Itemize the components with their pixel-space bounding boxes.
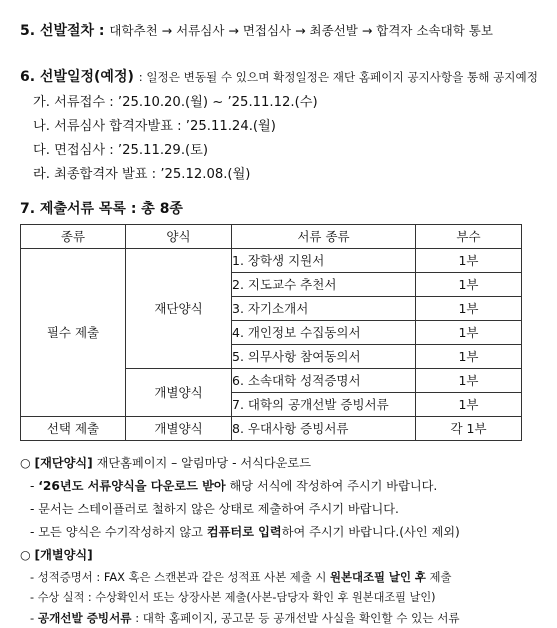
group-required: 필수 제출 [21,249,126,417]
document-name: 8. 우대사항 증빙서류 [232,417,416,441]
section5-desc: 대학추천 → 서류심사 → 면접심사 → 최종선발 → 합격자 소속대학 통보 [109,23,493,38]
header-count: 부수 [416,225,522,249]
schedule-item: 나. 서류심사 합격자발표 : ’25.11.24.(월) [33,119,276,134]
section5-heading [20,22,493,40]
note-emphasis: 컴퓨터로 입력 [206,525,282,539]
note-foundation-line1: - ‘26년도 서류양식을 다운로드 받아 해당 서식에 작성하여 주시기 바랍니다. [30,479,438,493]
note-foundation-line2: - 문서는 스테이플러로 철하지 않은 상태로 제출하여 주시기 바랍니다. [30,502,399,516]
section6-heading [20,68,538,86]
form-individual: 개별양식 [126,417,232,441]
table-row [21,417,522,441]
group-optional: 선택 제출 [21,417,126,441]
note-foundation-path: 재단홈페이지 – 알림마당 - 서식다운로드 [92,456,311,470]
schedule-item: 가. 서류접수 : ’25.10.20.(월) ~ ’25.11.12.(수) [33,95,318,110]
note-emphasis: 공개선발 증빙서류 [37,611,132,625]
document-name: 6. 소속대학 성적증명서 [232,369,416,393]
note-emphasis: ‘26년도 서류양식을 다운로드 받아 [38,479,226,493]
document-name: 1. 장학생 지원서 [232,249,416,273]
circle-bullet-icon: ○ [20,456,31,470]
document-count: 1부 [416,249,522,273]
table-header-row [21,225,522,249]
section6-label: 6. 선발일정(예정) [20,69,134,85]
document-name: 2. 지도교수 추천서 [232,273,416,297]
document-count: 1부 [416,369,522,393]
schedule-item: 라. 최종합격자 발표 : ’25.12.08.(월) [33,167,251,182]
table-row [21,249,522,273]
documents-table [20,224,522,441]
section5-label: 5. 선발절차 : [20,23,105,39]
note-foundation-title: [재단양식] [34,456,93,470]
schedule-item: 다. 면접심사 : ’25.11.29.(토) [33,143,209,158]
document-count: 각 1부 [416,417,522,441]
document-name: 4. 개인정보 수집동의서 [232,321,416,345]
note-emphasis: 원본대조필 날인 후 [329,570,426,584]
note-individual-line1: - 성적증명서 : FAX 혹은 스캔본과 같은 성적표 사본 제출 시 원본대조필 날인 후 제출 [30,570,452,584]
document-count: 1부 [416,393,522,417]
note-individual-title: [개별양식] [34,548,93,562]
form-foundation: 재단양식 [126,249,232,369]
document-count: 1부 [416,273,522,297]
document-count: 1부 [416,345,522,369]
document-count: 1부 [416,321,522,345]
note-individual-line3: - 공개선발 증빙서류 : 대학 홈페이지, 공고문 등 공개선발 사실을 확인할 수 있는 서류 [30,611,460,625]
header-form: 양식 [126,225,232,249]
document-name: 3. 자기소개서 [232,297,416,321]
form-individual: 개별양식 [126,369,232,417]
circle-bullet-icon: ○ [20,548,31,562]
header-type: 종류 [21,225,126,249]
document-name: 7. 대학의 공개선발 증빙서류 [232,393,416,417]
note-foundation-head [20,454,311,472]
section7-heading: 7. 제출서류 목록 : 총 8종 [20,201,183,217]
note-foundation-line3: - 모든 양식은 수기작성하지 않고 컴퓨터로 입력하여 주시기 바랍니다.(사인 제외) [30,525,460,539]
document-count: 1부 [416,297,522,321]
document-name: 5. 의무사항 참여동의서 [232,345,416,369]
section6-desc: : 일정은 변동될 수 있으며 확정일정은 재단 홈페이지 공지사항을 통해 공지예정 [138,70,538,84]
note-individual-line2: - 수상 실적 : 수상확인서 또는 상장사본 제출(사본-담당자 확인 후 원본대조필 날인) [30,591,436,604]
note-individual-head [20,546,93,564]
header-document: 서류 종류 [232,225,416,249]
